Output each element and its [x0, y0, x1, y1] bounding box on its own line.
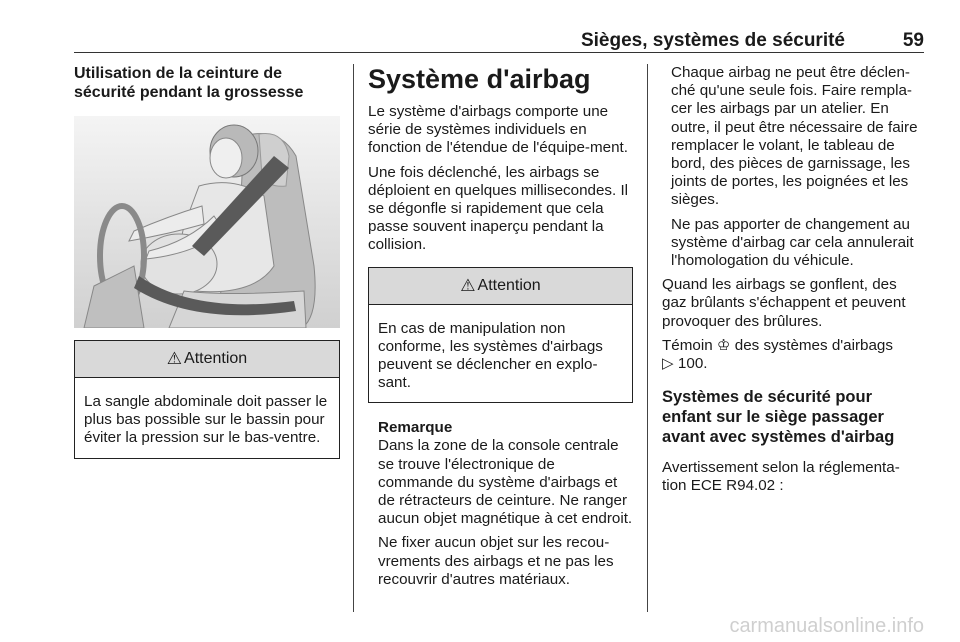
paragraph: Quand les airbags se gonflent, des gaz brûlants s'échappent et peuvent provoquer des brûlures. [662, 276, 906, 330]
airbag-section-title: Système d'airbag [368, 64, 591, 94]
pregnant-belt-illustration [74, 116, 340, 328]
column-left [74, 64, 340, 459]
header-rule [74, 52, 924, 53]
header-title: Sièges, systèmes de sécurité [580, 30, 845, 51]
airbag-indicator-reference: Témoin ♔ des systèmes d'airbags ▷ 100. [662, 336, 893, 373]
remark-block [368, 419, 633, 589]
remark-paragraph: Ne fixer aucun objet sur les recou-vrements des airbags et ne pas les recouvrir d'autres matériaux. [378, 534, 614, 588]
attention-body [75, 378, 339, 458]
child-safety-heading: Systèmes de sécurité pour enfant sur le siège passager avant avec systèmes d'airbag [662, 388, 895, 447]
pregnancy-heading: Utilisation de la ceinture de sécurité pendant la grossesse [74, 65, 304, 101]
paragraph: Avertissement selon la réglementa-tion ECE R94.02 : [662, 459, 900, 495]
airbag-warning-light-icon: ♔ [716, 336, 731, 354]
paragraph: Chaque airbag ne peut être déclen-ché qu'une seule fois. Faire rempla-cer les airbags par un atelier. En outre, il peut être nécessaire de faire remplacer le volant, le tableau de bord, des pièces de garnissage, les joints de portes, les poignées et les sièges. [671, 64, 918, 209]
attention-box [74, 340, 340, 459]
attention-box [368, 267, 633, 404]
attention-header: ⚠ Attention [75, 341, 339, 378]
attention-body [369, 305, 632, 403]
warning-icon: ⚠ [166, 349, 183, 368]
remark-paragraph: Dans la zone de la console centrale se trouve l'électronique de commande du système d'airbags et de rétracteurs de ceinture. Ne ranger aucun objet magnétique à cet endroit. [378, 437, 633, 528]
attention-header: ⚠ Attention [369, 268, 632, 305]
column-middle [368, 64, 633, 595]
page-number: 59 [902, 30, 924, 51]
indented-block [662, 64, 924, 270]
attention-text: La sangle abdominale doit passer le plus bas possible sur le bassin pour éviter la pression sur le bas-ventre. [84, 393, 328, 447]
warning-icon: ⚠ [460, 275, 476, 295]
watermark: carmanualsonline.info [729, 615, 924, 637]
column-divider [647, 64, 648, 612]
column-divider [353, 64, 354, 612]
page-reference-arrow-icon: ▷ [662, 355, 674, 373]
attention-text: En cas de manipulation non conforme, les systèmes d'airbags peuvent se déclencher en explo-sant. [378, 319, 603, 392]
paragraph: Le système d'airbags comporte une série de systèmes individuels en fonction de l'étendue de l'équipe-ment. [368, 103, 628, 157]
paragraph: Une fois déclenché, les airbags se déploient en quelques millisecondes. Il se dégonfle si rapidement que cela passe souvent inaperçu pendant la collision. [368, 163, 629, 254]
remark-title: Remarque [378, 419, 453, 437]
page-reference-link[interactable]: 100. [677, 355, 708, 373]
paragraph: Ne pas apporter de changement au système d'airbag car cela annulerait l'homologation du véhicule. [671, 215, 914, 270]
column-right [662, 64, 924, 502]
